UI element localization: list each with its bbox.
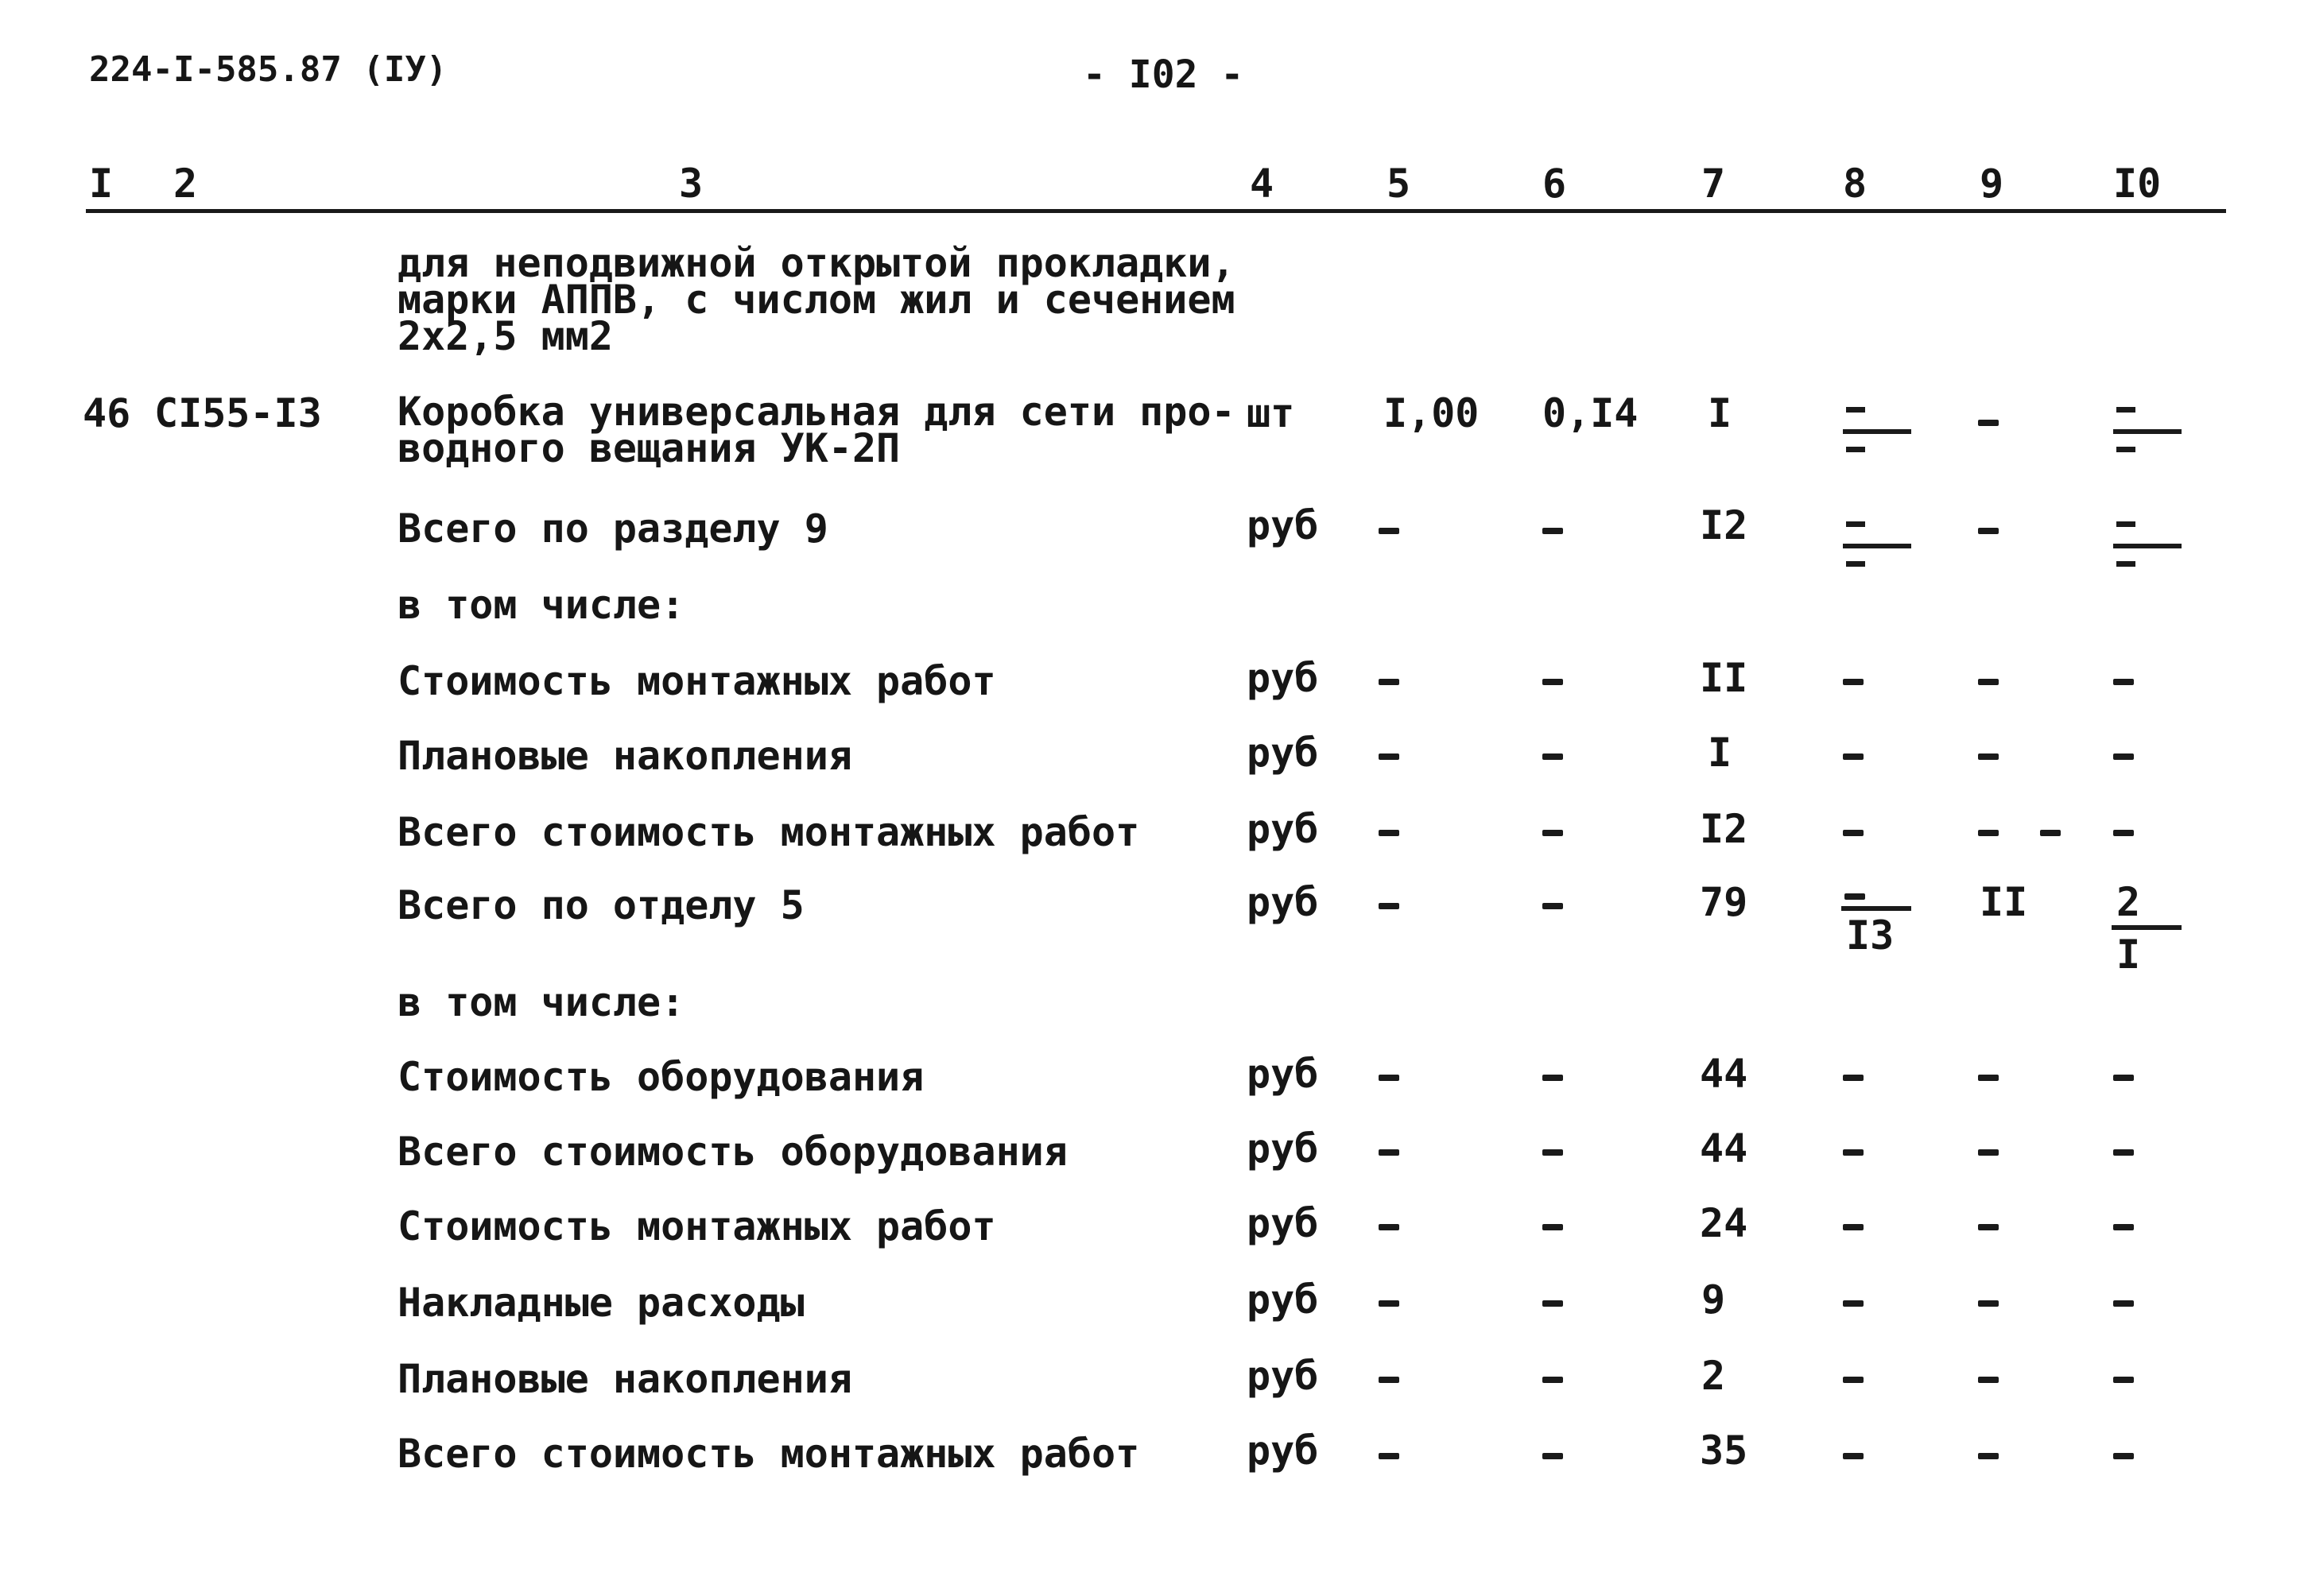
column-number-7: 7 <box>1701 161 1726 207</box>
stacked-dash-col10 <box>2113 521 2185 569</box>
dash-col5 <box>1379 903 1399 909</box>
dash-col9 <box>1978 830 1999 836</box>
row-unit: руб <box>1247 1353 1319 1399</box>
dash-col8 <box>1843 1224 1864 1230</box>
dash-col8 <box>1843 1453 1864 1459</box>
dash-col10 <box>2113 1075 2134 1081</box>
continuation-line-1: для неподвижной открытой прокладки, <box>398 240 1235 286</box>
dash-col9-extra <box>2040 830 2061 836</box>
row-desc: Стоимость монтажных работ <box>398 1203 996 1249</box>
fraction-col8 <box>1841 889 1913 959</box>
column-number-2: 2 <box>173 161 198 207</box>
continuation-text <box>398 240 1235 359</box>
dash-col9 <box>1978 1300 1999 1307</box>
row-unit: руб <box>1247 1427 1319 1474</box>
continuation-line-3: 2х2,5 мм2 <box>398 313 613 359</box>
dash-col8 <box>1843 1377 1864 1383</box>
document-code: 224-I-585.87 (IУ) <box>89 49 448 90</box>
column-number-9: 9 <box>1980 161 2004 207</box>
row-value-col7: I2 <box>1700 502 1748 548</box>
dash-col10 <box>2113 679 2134 685</box>
dash-col6 <box>1542 830 1563 836</box>
column-number-5: 5 <box>1387 161 1411 207</box>
row-unit: руб <box>1247 1051 1319 1097</box>
fraction-line <box>2112 925 2182 930</box>
item-quantity: I,00 <box>1383 390 1480 436</box>
dash-col5 <box>1379 1377 1399 1383</box>
row-value-col7: 44 <box>1700 1125 1748 1172</box>
item-unit: шт <box>1247 390 1295 436</box>
dash-col5 <box>1379 1149 1399 1156</box>
dash-col9 <box>1978 1453 1999 1459</box>
row-desc: Накладные расходы <box>398 1280 805 1326</box>
column-number-6: 6 <box>1542 161 1567 207</box>
stacked-dash-col8 <box>1843 521 1914 569</box>
dash-col10 <box>2113 1300 2134 1307</box>
dash-col6 <box>1542 1075 1563 1081</box>
fraction-numerator-dash <box>1844 893 1865 900</box>
stacked-dash-col8 <box>1843 407 1914 455</box>
dash-col6 <box>1542 528 1563 534</box>
fraction-denominator: I3 <box>1846 912 1895 959</box>
row-unit: руб <box>1247 655 1319 701</box>
item-code: CI55-I3 <box>154 390 322 436</box>
row-desc: Всего стоимость оборудования <box>398 1129 1068 1175</box>
row-unit: руб <box>1247 879 1319 925</box>
dash-col5 <box>1379 1300 1399 1307</box>
row-unit: руб <box>1247 1200 1319 1246</box>
item-value-col6: 0,I4 <box>1542 390 1639 436</box>
column-number-10: I0 <box>2113 161 2162 207</box>
dash-col8 <box>1843 679 1864 685</box>
dash-col6 <box>1542 903 1563 909</box>
dash-col10 <box>2113 753 2134 760</box>
dash-col6 <box>1542 679 1563 685</box>
row-value-col7: I <box>1708 730 1732 776</box>
dash-col6 <box>1542 1453 1563 1459</box>
row-unit: руб <box>1247 1276 1319 1323</box>
item-description <box>398 389 1235 471</box>
row-desc: Плановые накопления <box>398 733 852 779</box>
row-desc: Всего стоимость монтажных работ <box>398 809 1140 855</box>
dash-col9 <box>1978 1224 1999 1230</box>
fraction-line <box>1841 906 1911 911</box>
row-value-col7: 79 <box>1700 879 1748 925</box>
dash-col5 <box>1379 679 1399 685</box>
item-description-line-1: Коробка универсальная для сети про- <box>398 389 1235 435</box>
dash-col9 <box>1978 753 1999 760</box>
dash-col9 <box>1978 420 1999 426</box>
dash-col10 <box>2113 1453 2134 1459</box>
dash-col6 <box>1542 1149 1563 1156</box>
fraction-denominator: I <box>2116 932 2141 978</box>
dash-col10 <box>2113 1377 2134 1383</box>
row-value-col7: 2 <box>1701 1353 1726 1399</box>
dash-col9 <box>1978 528 1999 534</box>
row-unit: руб <box>1247 806 1319 852</box>
dash-col8 <box>1843 1149 1864 1156</box>
column-number-1: I <box>89 161 114 207</box>
dash-col5 <box>1379 830 1399 836</box>
row-desc: в том числе: <box>398 582 685 628</box>
row-unit: руб <box>1247 730 1319 776</box>
row-desc: Стоимость оборудования <box>398 1054 925 1100</box>
row-unit: руб <box>1247 502 1319 548</box>
row-desc: в том числе: <box>398 979 685 1025</box>
row-desc: Стоимость монтажных работ <box>398 658 996 704</box>
page-number: - I02 - <box>1083 52 1244 97</box>
row-desc: Всего по отделу 5 <box>398 882 805 928</box>
stacked-dash-col10 <box>2113 407 2185 455</box>
row-value-col7: 35 <box>1700 1427 1748 1474</box>
header-rule <box>86 209 2226 213</box>
row-value-col7: 24 <box>1700 1200 1748 1246</box>
dash-col5 <box>1379 753 1399 760</box>
row-value-col7: 44 <box>1700 1051 1748 1097</box>
row-desc: Плановые накопления <box>398 1356 852 1402</box>
dash-col8 <box>1843 753 1864 760</box>
item-description-line-2: водного вещания УК-2П <box>398 425 901 471</box>
dash-col5 <box>1379 1075 1399 1081</box>
dash-col8 <box>1843 1300 1864 1307</box>
dash-col5 <box>1379 1453 1399 1459</box>
dash-col8 <box>1843 830 1864 836</box>
row-unit: руб <box>1247 1125 1319 1172</box>
dash-col5 <box>1379 1224 1399 1230</box>
fraction-col10 <box>2112 879 2183 978</box>
column-number-3: 3 <box>679 161 704 207</box>
row-value-col7: II <box>1700 655 1748 701</box>
dash-col6 <box>1542 1224 1563 1230</box>
row-value-col9: II <box>1980 879 2028 925</box>
dash-col10 <box>2113 1224 2134 1230</box>
row-desc: Всего по разделу 9 <box>398 506 828 552</box>
dash-col6 <box>1542 753 1563 760</box>
dash-col6 <box>1542 1300 1563 1307</box>
dash-col10 <box>2113 1149 2134 1156</box>
continuation-line-2: марки АППВ, с числом жил и сечением <box>398 277 1235 323</box>
dash-col6 <box>1542 1377 1563 1383</box>
column-number-4: 4 <box>1250 161 1274 207</box>
dash-col9 <box>1978 1075 1999 1081</box>
dash-col9 <box>1978 1377 1999 1383</box>
dash-col9 <box>1978 679 1999 685</box>
item-number: 46 <box>83 390 131 436</box>
dash-col10 <box>2113 830 2134 836</box>
column-number-8: 8 <box>1843 161 1868 207</box>
row-desc: Всего стоимость монтажных работ <box>398 1431 1140 1477</box>
item-value-col7: I <box>1708 390 1732 436</box>
dash-col9 <box>1978 1149 1999 1156</box>
row-value-col7: I2 <box>1700 806 1748 852</box>
fraction-numerator: 2 <box>2116 879 2141 925</box>
row-value-col7: 9 <box>1701 1276 1726 1323</box>
dash-col8 <box>1843 1075 1864 1081</box>
dash-col5 <box>1379 528 1399 534</box>
